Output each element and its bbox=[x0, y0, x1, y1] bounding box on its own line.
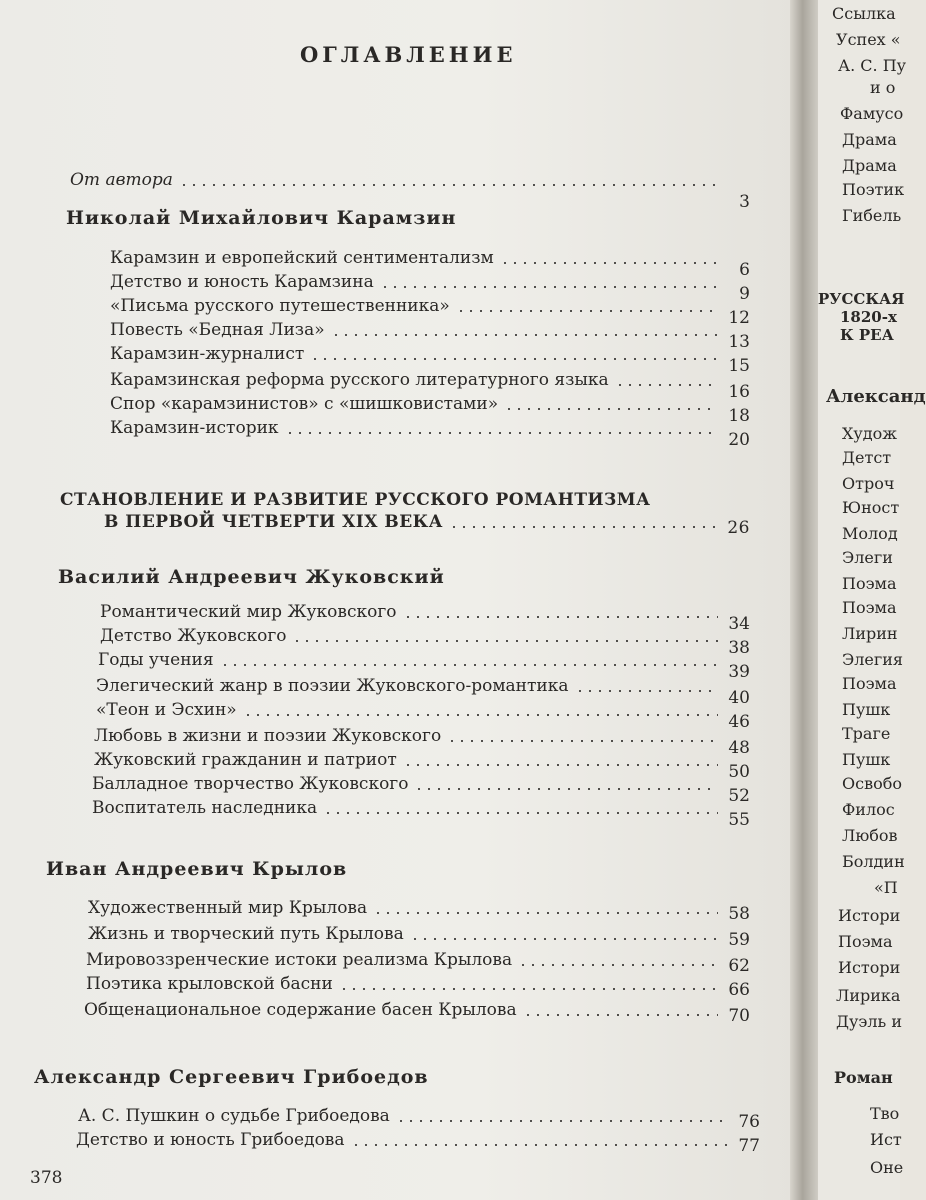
toc-entry-page: 50 bbox=[728, 762, 750, 782]
right-fragment: Ист bbox=[870, 1130, 902, 1149]
book-gutter bbox=[790, 0, 818, 1200]
toc-entry-label: Элегический жанр в поэзии Жуковского-романтика bbox=[96, 676, 569, 696]
right-fragment: Худож bbox=[842, 424, 898, 443]
toc-entry-page: 58 bbox=[728, 904, 750, 924]
toc-entry[interactable] bbox=[96, 700, 750, 732]
right-fragment: Поэма bbox=[838, 932, 893, 951]
right-fragment: Дуэль и bbox=[836, 1012, 903, 1031]
toc-entry[interactable] bbox=[110, 296, 750, 328]
toc-entry-label: «Теон и Эсхин» bbox=[96, 700, 237, 720]
leader-dots bbox=[403, 616, 718, 618]
right-section-line: 1820-х bbox=[840, 308, 897, 326]
right-fragment: А. С. Пу bbox=[838, 56, 907, 75]
toc-entry[interactable] bbox=[86, 974, 750, 1000]
right-fragment: Отроч bbox=[842, 474, 895, 493]
toc-entry-page: 66 bbox=[728, 980, 750, 1000]
toc-entry-page: 9 bbox=[739, 284, 750, 304]
author-heading-griboedov: Александр Сергеевич Грибоедов bbox=[34, 1066, 429, 1088]
toc-entry-label: Воспитатель наследника bbox=[92, 798, 318, 818]
toc-entry-page: 48 bbox=[728, 738, 750, 758]
right-fragment: Юност bbox=[842, 498, 900, 517]
toc-entry[interactable] bbox=[100, 626, 750, 658]
leader-dots bbox=[410, 938, 718, 940]
author-heading-karamzin: Николай Михайлович Карамзин bbox=[66, 207, 457, 229]
toc-entry-page: 59 bbox=[728, 930, 750, 950]
toc-entry[interactable] bbox=[98, 650, 750, 682]
right-fragment: Оне bbox=[870, 1158, 904, 1177]
toc-entry-label: Любовь в жизни и поэзии Жуковского bbox=[94, 726, 442, 746]
right-fragment: Гибель bbox=[842, 206, 902, 225]
toc-entry[interactable] bbox=[94, 726, 750, 758]
toc-entry-page: 15 bbox=[728, 356, 750, 376]
right-fragment: Молод bbox=[842, 524, 898, 543]
toc-entry-page: 40 bbox=[728, 688, 750, 708]
right-fragment: Поэма bbox=[842, 574, 897, 593]
toc-entry-label: Детство и юность Грибоедова bbox=[76, 1130, 345, 1150]
toc-entry-label: Детство и юность Карамзина bbox=[110, 272, 374, 292]
toc-entry-label: Карамзин и европейский сентиментализм bbox=[110, 248, 494, 268]
toc-entry-label: Карамзинская реформа русского литературного языка bbox=[110, 370, 609, 390]
right-fragment: Освобо bbox=[842, 774, 902, 793]
right-author-heading-2: Роман bbox=[834, 1068, 893, 1087]
right-fragment: Драма bbox=[842, 130, 897, 149]
toc-entry[interactable] bbox=[92, 798, 750, 830]
leader-dots bbox=[220, 664, 718, 666]
right-fragment: Элеги bbox=[842, 548, 893, 567]
toc-entry-page: 77 bbox=[738, 1136, 760, 1156]
toc-entry-page: 52 bbox=[728, 786, 750, 806]
toc-entry-page: 12 bbox=[728, 308, 750, 328]
toc-entry-page: 55 bbox=[728, 810, 750, 830]
toc-entry-label: Спор «карамзинистов» с «шишковистами» bbox=[110, 394, 499, 414]
right-fragment: Истори bbox=[838, 958, 901, 977]
leader-dots bbox=[373, 912, 718, 914]
toc-entry-label: Карамзин-историк bbox=[110, 418, 279, 438]
leader-dots bbox=[447, 740, 718, 742]
right-fragment: Траге bbox=[842, 724, 891, 743]
toc-entry[interactable] bbox=[86, 950, 750, 976]
toc-entry-page: 26 bbox=[727, 518, 750, 538]
toc-entry[interactable] bbox=[96, 676, 750, 708]
toc-entry[interactable] bbox=[88, 924, 750, 950]
toc-entry-label: Мировоззренческие истоки реализма Крылова bbox=[86, 950, 513, 970]
toc-entry-page: 6 bbox=[739, 260, 750, 280]
right-fragment: Филос bbox=[842, 800, 895, 819]
right-fragment: Тво bbox=[870, 1104, 900, 1123]
leader-dots bbox=[339, 988, 718, 990]
toc-entry-label: Художественный мир Крылова bbox=[88, 898, 368, 918]
toc-entry-intro[interactable] bbox=[70, 162, 750, 212]
toc-entry-page: 62 bbox=[728, 956, 750, 976]
section-heading-romanticism: СТАНОВЛЕНИЕ И РАЗВИТИЕ РУССКОГО РОМАНТИЗМА bbox=[60, 490, 651, 510]
right-fragment: Поэма bbox=[842, 674, 897, 693]
toc-entry[interactable] bbox=[92, 774, 750, 806]
right-fragment: Элегия bbox=[842, 650, 904, 669]
toc-entry-romanticism[interactable] bbox=[104, 512, 750, 538]
page-number: 378 bbox=[30, 1168, 63, 1188]
leader-dots bbox=[615, 384, 718, 386]
right-fragment: Лирика bbox=[836, 986, 901, 1005]
toc-entry-label: «Письма русского путешественника» bbox=[110, 296, 450, 316]
toc-entry[interactable] bbox=[84, 1000, 750, 1026]
toc-entry-page: 34 bbox=[728, 614, 750, 634]
toc-entry-label: Карамзин-журналист bbox=[110, 344, 305, 364]
toc-entry-page: 46 bbox=[728, 712, 750, 732]
right-fragment: Фамусо bbox=[840, 104, 904, 123]
right-fragment: Поэтик bbox=[842, 180, 905, 199]
leader-dots bbox=[396, 1120, 728, 1122]
leader-dots bbox=[351, 1144, 728, 1146]
toc-entry[interactable] bbox=[110, 370, 750, 402]
right-fragment: «П bbox=[874, 878, 898, 897]
right-fragment: Пушк bbox=[842, 700, 891, 719]
right-fragment: Поэма bbox=[842, 598, 897, 617]
right-fragment: Любов bbox=[842, 826, 898, 845]
toc-entry-label: Балладное творчество Жуковского bbox=[92, 774, 409, 794]
right-page bbox=[818, 0, 926, 1200]
right-fragment: Драма bbox=[842, 156, 897, 175]
leader-dots bbox=[575, 690, 718, 692]
page-title: ОГЛАВЛЕНИЕ bbox=[300, 42, 517, 67]
toc-entry-label: А. С. Пушкин о судьбе Грибоедова bbox=[78, 1106, 390, 1126]
right-section-line: К РЕА bbox=[840, 326, 894, 344]
right-fragment: и о bbox=[870, 78, 896, 97]
toc-entry-label: Повесть «Бедная Лиза» bbox=[110, 320, 325, 340]
toc-entry[interactable] bbox=[110, 418, 750, 450]
leader-dots bbox=[380, 286, 718, 288]
leader-dots bbox=[456, 310, 718, 312]
leader-dots bbox=[449, 526, 718, 528]
right-fragment: Детст bbox=[842, 448, 892, 467]
toc-entry-label: Общенациональное содержание басен Крылова bbox=[84, 1000, 517, 1020]
toc-entry[interactable] bbox=[110, 320, 750, 352]
toc-entry-page: 16 bbox=[728, 382, 750, 402]
right-fragment: Лирин bbox=[842, 624, 898, 643]
leader-dots bbox=[523, 1014, 718, 1016]
toc-entry-page: 18 bbox=[728, 406, 750, 426]
leader-dots bbox=[504, 408, 718, 410]
leader-dots bbox=[331, 334, 718, 336]
toc-entry-label: Жизнь и творческий путь Крылова bbox=[88, 924, 404, 944]
leader-dots bbox=[518, 964, 718, 966]
toc-entry[interactable] bbox=[76, 1130, 760, 1156]
leader-dots bbox=[292, 640, 718, 642]
toc-entry-page: 13 bbox=[728, 332, 750, 352]
right-fragment: Успех « bbox=[836, 30, 901, 49]
toc-entry[interactable] bbox=[110, 248, 750, 280]
toc-entry-label: Детство Жуковского bbox=[100, 626, 287, 646]
leader-dots bbox=[403, 764, 718, 766]
right-author-heading: Александ bbox=[826, 386, 926, 407]
section-heading-line2: В ПЕРВОЙ ЧЕТВЕРТИ XIX ВЕКА bbox=[104, 512, 443, 532]
right-fragment: Истори bbox=[838, 906, 901, 925]
toc-entry[interactable] bbox=[100, 602, 750, 634]
toc-entry[interactable] bbox=[88, 898, 750, 924]
toc-entry-page: 39 bbox=[728, 662, 750, 682]
toc-entry-page: 38 bbox=[728, 638, 750, 658]
leader-dots bbox=[310, 358, 718, 360]
toc-entry[interactable] bbox=[110, 272, 750, 304]
toc-entry[interactable] bbox=[78, 1106, 760, 1132]
author-heading-krylov: Иван Андреевич Крылов bbox=[46, 858, 348, 880]
toc-entry[interactable] bbox=[110, 394, 750, 426]
leader-dots bbox=[243, 714, 718, 716]
toc-entry[interactable] bbox=[94, 750, 750, 782]
toc-entry-label: Романтический мир Жуковского bbox=[100, 602, 397, 622]
toc-entry-page: 76 bbox=[738, 1112, 760, 1132]
leader-dots bbox=[179, 184, 718, 186]
leader-dots bbox=[414, 788, 718, 790]
leader-dots bbox=[285, 432, 718, 434]
right-fragment: Пушк bbox=[842, 750, 891, 769]
right-section-line: РУССКАЯ bbox=[818, 290, 905, 308]
leader-dots bbox=[500, 262, 718, 264]
toc-entry-page: 70 bbox=[728, 1006, 750, 1026]
toc-entry-label: Поэтика крыловской басни bbox=[86, 974, 333, 994]
toc-entry-label: Жуковский гражданин и патриот bbox=[94, 750, 397, 770]
toc-entry-page: 3 bbox=[739, 192, 750, 212]
toc-entry-label: Годы учения bbox=[98, 650, 214, 670]
toc-entry-label: От автора bbox=[70, 170, 173, 190]
right-fragment: Ссылка bbox=[832, 4, 896, 23]
leader-dots bbox=[323, 812, 718, 814]
toc-entry[interactable] bbox=[110, 344, 750, 376]
author-heading-zhukovsky: Василий Андреевич Жуковский bbox=[58, 566, 445, 588]
toc-entry-page: 20 bbox=[728, 430, 750, 450]
right-fragment: Болдин bbox=[842, 852, 905, 871]
